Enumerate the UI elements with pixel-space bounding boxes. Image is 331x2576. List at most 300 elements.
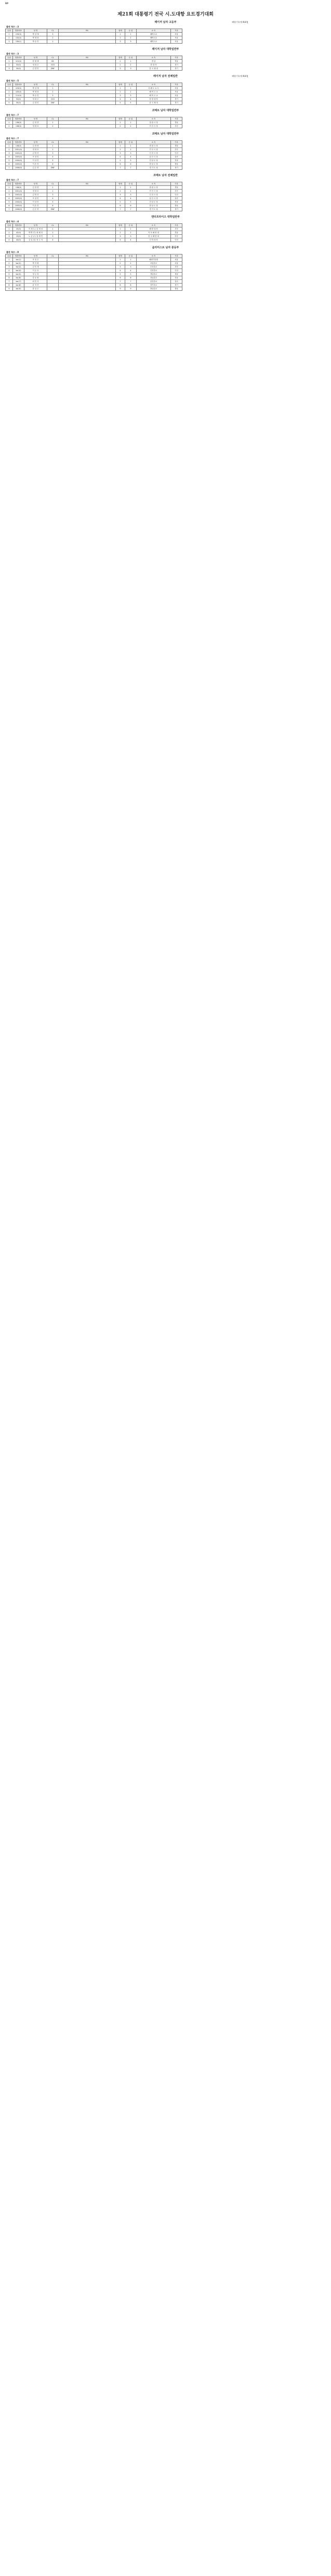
col-name-header: 성 명 xyxy=(24,224,47,227)
final-rank-cell: 2 xyxy=(125,63,137,67)
race-scores-cell xyxy=(59,90,116,94)
header-row xyxy=(6,141,182,144)
final-rank-cell: 7 xyxy=(125,280,137,284)
region-cell: 경기 xyxy=(171,101,182,105)
sail-number-cell: 101(0) xyxy=(13,60,24,63)
team-cell: 창 원 시 청 xyxy=(137,121,171,125)
sailor-name-cell: 정 대 호 xyxy=(24,148,47,152)
col-class-header: CL xyxy=(47,29,59,33)
sailor-name-cell: 김 정 현 xyxy=(24,121,47,125)
region-cell: 인천 xyxy=(171,269,182,273)
col-sail-header: 범장번호 xyxy=(13,224,24,227)
table-row xyxy=(6,227,182,231)
rank-cell: 5 xyxy=(6,159,13,163)
table-row xyxy=(6,273,182,276)
col-class-header: CL xyxy=(47,83,59,87)
region-cell: 경기 xyxy=(171,63,182,67)
sailor-name-cell: 이 상 민 xyxy=(24,159,47,163)
table-row xyxy=(6,101,182,105)
race-scores-cell xyxy=(59,144,116,148)
race-scores-cell xyxy=(59,186,116,190)
table-row xyxy=(6,231,182,235)
results-table xyxy=(5,140,182,170)
col-sail-header: 범장번호 xyxy=(13,254,24,258)
col-region-header: 기록 xyxy=(171,182,182,186)
score-cell xyxy=(47,265,59,269)
final-rank-cell: 3 xyxy=(125,94,137,98)
race-scores-cell xyxy=(59,190,116,193)
sail-number-cell: 42(0) xyxy=(13,231,24,235)
race-scores-cell xyxy=(59,238,116,242)
sail-number-cell: kor(8) xyxy=(13,284,24,287)
col-race-header: RS xyxy=(59,29,116,33)
entry-count: 출전 척수 : 7 xyxy=(6,179,19,181)
col-team-header: 소 속 xyxy=(137,182,171,186)
score-cell: 2 xyxy=(47,36,59,40)
sailor-name-cell: 김 경 민 xyxy=(24,67,47,71)
sailor-name-cell: 정 우 성 xyxy=(24,273,47,276)
header-row xyxy=(6,254,182,258)
team-cell: 울 산 시 청 xyxy=(137,197,171,200)
table-row xyxy=(6,36,182,40)
region-cell: 울산 xyxy=(171,280,182,284)
race-scores-cell xyxy=(59,208,116,211)
col-total-header: 합계 xyxy=(116,83,125,87)
col-region-header: 기록 xyxy=(171,224,182,227)
final-rank-cell: 6 xyxy=(125,276,137,280)
rank-cell: 3 xyxy=(6,235,13,238)
score-cell: 4 xyxy=(47,155,59,159)
region-cell: 경기 xyxy=(171,208,182,211)
total-cell: 3 xyxy=(116,235,125,238)
rank-cell: 7 xyxy=(6,166,13,170)
col-rank-header: 순위 xyxy=(6,224,13,227)
final-rank-cell: 2 xyxy=(125,190,137,193)
final-rank-cell: 1 xyxy=(125,60,137,63)
final-rank-cell: 7 xyxy=(125,208,137,211)
score-cell: 5 xyxy=(47,200,59,204)
score-cell: 2 xyxy=(47,90,59,94)
score-cell xyxy=(47,276,59,280)
team-cell: 충 남 도 청 xyxy=(137,163,171,166)
sail-number-cell: 50(0) xyxy=(13,101,24,105)
col-name-header: 성 명 xyxy=(24,117,47,121)
sail-number-cell: 130(1) xyxy=(13,40,24,44)
entry-count: 출전 척수 : 3 xyxy=(6,25,19,28)
sailor-name-cell: 정 대 호 xyxy=(24,125,47,128)
sailor-name-cell: 이 승 진 xyxy=(24,163,47,166)
sail-number-cell: 138(0) xyxy=(13,125,24,128)
score-cell: 1 xyxy=(47,87,59,90)
region-cell: 부산 xyxy=(171,148,182,152)
sailor-name-cell: 김 정 현 xyxy=(24,144,47,148)
record-reference: 해양기록계 IIUI/IJ xyxy=(232,21,248,23)
table-row xyxy=(6,200,182,204)
race-scores-cell xyxy=(59,265,116,269)
final-rank-cell: 1 xyxy=(125,87,137,90)
total-cell: 4 xyxy=(116,197,125,200)
rank-cell: 2 xyxy=(6,148,13,152)
region-cell: 인천 xyxy=(171,238,182,242)
score-cell xyxy=(47,273,59,276)
sail-number-cell: kor(5) xyxy=(13,273,24,276)
result-section xyxy=(5,47,326,71)
entry-count: 출전 척수 : 7 xyxy=(6,114,19,116)
table-row xyxy=(6,87,182,90)
team-cell: 부산중교 xyxy=(137,265,171,269)
final-rank-cell: 1 xyxy=(125,33,137,36)
rank-cell: 5 xyxy=(6,101,13,105)
score-cell: DNF xyxy=(47,101,59,105)
score-cell xyxy=(47,258,59,262)
sailor-name-cell: 박 승 민 xyxy=(24,94,47,98)
total-cell: 7 xyxy=(116,166,125,170)
total-cell: 1 xyxy=(116,186,125,190)
region-cell: 인천 xyxy=(171,193,182,197)
race-scores-cell xyxy=(59,155,116,159)
sail-number-cell: 23(0) xyxy=(13,235,24,238)
team-cell: 해역고교 xyxy=(137,33,171,36)
total-cell: 1 xyxy=(116,121,125,125)
sailor-name-cell: 박 병 진 / 최 혜 진 xyxy=(24,231,47,235)
final-rank-cell: 2 xyxy=(125,125,137,128)
rank-cell: 3 xyxy=(6,265,13,269)
rank-cell: 2 xyxy=(6,63,13,67)
team-cell: 전 남 도 청 xyxy=(137,200,171,204)
race-scores-cell xyxy=(59,40,116,44)
region-cell: 전남 xyxy=(171,231,182,235)
col-sail-header: 범장번호 xyxy=(13,141,24,144)
rank-cell: 3 xyxy=(6,67,13,71)
sailor-name-cell: 이 재 우 / 김 재 성 xyxy=(24,227,47,231)
score-cell: DNF xyxy=(47,208,59,211)
score-cell: DNF xyxy=(47,166,59,170)
result-section xyxy=(5,214,326,242)
col-net-header: 순 위 xyxy=(125,29,137,33)
total-cell: 1 xyxy=(116,258,125,262)
total-cell: 7 xyxy=(116,208,125,211)
team-cell: 부 산 시 청 xyxy=(137,148,171,152)
entry-count: 출전 척수 : 7 xyxy=(6,137,19,140)
total-cell: 3 xyxy=(116,67,125,71)
team-cell: 경 기 도 청 xyxy=(137,208,171,211)
results-table xyxy=(5,29,182,44)
total-cell: 5 xyxy=(116,200,125,204)
sail-number-cell: 111(0) xyxy=(13,94,24,98)
region-cell: 전남 xyxy=(171,159,182,163)
rank-cell: 4 xyxy=(6,98,13,101)
team-cell: 창 원 시 청 xyxy=(137,144,171,148)
region-cell: 전남 xyxy=(171,276,182,280)
col-net-header: 순 위 xyxy=(125,141,137,144)
race-scores-cell xyxy=(59,87,116,90)
entry-count: 출전 척수 : 4 xyxy=(6,220,19,223)
table-row xyxy=(6,159,182,163)
rank-cell: 4 xyxy=(6,269,13,273)
total-cell: 3 xyxy=(116,193,125,197)
final-rank-cell: 4 xyxy=(125,197,137,200)
col-team-header: 소 속 xyxy=(137,56,171,60)
results-table xyxy=(5,182,182,211)
rank-cell: 2 xyxy=(6,125,13,128)
sailor-name-cell: 조 성 민 xyxy=(24,197,47,200)
final-rank-cell: 5 xyxy=(125,200,137,204)
total-cell: 1 xyxy=(116,227,125,231)
sailor-name-cell: 조 성 민 xyxy=(24,155,47,159)
rank-cell: 1 xyxy=(6,87,13,90)
race-scores-cell xyxy=(59,33,116,36)
sailor-name-cell: 정 대 우 xyxy=(24,63,47,67)
header-row xyxy=(6,224,182,227)
sail-number-cell: kor(3) xyxy=(13,265,24,269)
team-cell: 한 국 해 양 대 xyxy=(137,235,171,238)
region-cell: 서울 xyxy=(171,36,182,40)
score-cell: 4 xyxy=(47,197,59,200)
region-cell: 경기 xyxy=(171,284,182,287)
race-scores-cell xyxy=(59,276,116,280)
col-name-header: 성 명 xyxy=(24,141,47,144)
table-row xyxy=(6,280,182,284)
col-class-header: CL xyxy=(47,182,59,186)
team-cell: 인 하 대 학 xyxy=(137,238,171,242)
table-row xyxy=(6,193,182,197)
sailor-name-cell: 박 재 현 xyxy=(24,90,47,94)
sail-number-cell: 1004(0) xyxy=(13,200,24,204)
score-cell xyxy=(47,269,59,273)
rank-cell: 3 xyxy=(6,152,13,155)
final-rank-cell: 9 xyxy=(125,287,137,291)
total-cell: 4 xyxy=(116,269,125,273)
total-cell: 6 xyxy=(116,204,125,208)
race-scores-cell xyxy=(59,262,116,265)
team-cell: 해 역 고 교 xyxy=(137,90,171,94)
table-row xyxy=(6,90,182,94)
sail-number-cell: 53(0) xyxy=(13,98,24,101)
rank-cell: 1 xyxy=(6,121,13,125)
entry-count: 출전 척수 : 5 xyxy=(6,79,19,82)
rank-cell: 9 xyxy=(6,287,13,291)
race-scores-cell xyxy=(59,166,116,170)
sail-number-cell: 25(0) xyxy=(13,227,24,231)
rank-cell: 2 xyxy=(6,190,13,193)
sail-number-cell: kor(2) xyxy=(13,262,24,265)
col-class-header: CL xyxy=(47,224,59,227)
col-sail-header: 범장번호 xyxy=(13,83,24,87)
col-net-header: 순 위 xyxy=(125,182,137,186)
rank-cell: 4 xyxy=(6,155,13,159)
total-cell: 2 xyxy=(116,231,125,235)
total-cell: 1 xyxy=(116,33,125,36)
table-row xyxy=(6,186,182,190)
rank-cell: 1 xyxy=(6,33,13,36)
table-row xyxy=(6,33,182,36)
sailor-name-cell: 조 현 우 xyxy=(24,258,47,262)
col-name-header: 성 명 xyxy=(24,83,47,87)
table-row xyxy=(6,166,182,170)
col-net-header: 순 위 xyxy=(125,254,137,258)
sailor-name-cell: 한 상 우 xyxy=(24,287,47,291)
total-cell: 2 xyxy=(116,36,125,40)
col-name-header: 성 명 xyxy=(24,29,47,33)
sail-number-cell: 1002(0) xyxy=(13,193,24,197)
final-rank-cell: 1 xyxy=(125,121,137,125)
total-cell: 3 xyxy=(116,40,125,44)
section-title: 코메트 남자 대학일반부 xyxy=(152,109,179,112)
sail-number-cell: kor(6) xyxy=(13,276,24,280)
final-rank-cell: 5 xyxy=(125,273,137,276)
col-total-header: 합계 xyxy=(116,254,125,258)
race-scores-cell xyxy=(59,148,116,152)
result-section xyxy=(5,131,326,170)
col-race-header: RS xyxy=(59,141,116,144)
team-cell: 인 천 시 청 xyxy=(137,152,171,155)
sail-number-cell: 138(0) xyxy=(13,186,24,190)
col-team-header: 소 속 xyxy=(137,141,171,144)
score-cell: 1 xyxy=(47,227,59,231)
team-cell: 경기중교 xyxy=(137,284,171,287)
race-scores-cell xyxy=(59,125,116,128)
final-rank-cell: 4 xyxy=(125,269,137,273)
total-cell: 3 xyxy=(116,152,125,155)
region-cell: 충남 xyxy=(171,287,182,291)
final-rank-cell: 3 xyxy=(125,265,137,269)
rank-cell: 3 xyxy=(6,94,13,98)
section-title: 코메트 남자 전체일반 xyxy=(153,174,178,177)
col-total-header: 합계 xyxy=(116,182,125,186)
race-scores-cell xyxy=(59,121,116,125)
col-race-header: RS xyxy=(59,117,116,121)
region-cell: 서울 xyxy=(171,33,182,36)
race-scores-cell xyxy=(59,101,116,105)
final-rank-cell: 3 xyxy=(125,152,137,155)
sailor-name-cell: 김 영 진 xyxy=(24,193,47,197)
sail-number-cell: kor(4) xyxy=(13,269,24,273)
table-row xyxy=(6,190,182,193)
total-cell: 5 xyxy=(116,273,125,276)
col-net-header: 순 위 xyxy=(125,117,137,121)
race-scores-cell xyxy=(59,159,116,163)
sail-number-cell: 1001(0) xyxy=(13,190,24,193)
sailor-name-cell: 이 준 호 xyxy=(24,269,47,273)
score-cell: 2 xyxy=(47,148,59,152)
team-cell: 서울중교 xyxy=(137,262,171,265)
section-title: 레이저 남자 대학일반부 xyxy=(152,48,179,51)
result-section xyxy=(5,108,326,128)
col-sail-header: 범장번호 xyxy=(13,117,24,121)
score-cell: 6 xyxy=(47,163,59,166)
results-table xyxy=(5,117,182,128)
col-class-header: CL xyxy=(47,141,59,144)
col-race-header: RS xyxy=(59,182,116,186)
sail-number-cell: kor(7) xyxy=(13,280,24,284)
total-cell: 2 xyxy=(116,262,125,265)
final-rank-cell: 7 xyxy=(125,166,137,170)
region-cell: 부산 xyxy=(171,265,182,269)
total-cell: 1 xyxy=(116,60,125,63)
team-cell: 전남중교 xyxy=(137,276,171,280)
team-cell: 울산중교 xyxy=(137,280,171,284)
sail-number-cell: 1006(0) xyxy=(13,208,24,211)
table-row xyxy=(6,40,182,44)
final-rank-cell: 6 xyxy=(125,163,137,166)
final-rank-cell: 4 xyxy=(125,238,137,242)
rank-cell: 5 xyxy=(6,273,13,276)
table-row xyxy=(6,284,182,287)
final-rank-cell: 2 xyxy=(125,90,137,94)
region-cell: 부산 xyxy=(171,125,182,128)
col-race-header: RS xyxy=(59,83,116,87)
header-row xyxy=(6,83,182,87)
race-scores-cell xyxy=(59,193,116,197)
col-class-header: CL xyxy=(47,254,59,258)
sail-number-cell: kor(9) xyxy=(13,287,24,291)
total-cell: 6 xyxy=(116,276,125,280)
table-row xyxy=(6,208,182,211)
sail-number-cell: 133(3) xyxy=(13,33,24,36)
final-rank-cell: 3 xyxy=(125,235,137,238)
header-row xyxy=(6,56,182,60)
region-cell: 전남 xyxy=(171,200,182,204)
score-cell: 6 xyxy=(47,204,59,208)
region-cell: 경남 xyxy=(171,186,182,190)
final-rank-cell: 3 xyxy=(125,193,137,197)
result-section xyxy=(5,20,326,44)
table-row xyxy=(6,204,182,208)
col-net-header: 순 위 xyxy=(125,83,137,87)
rank-cell: 1 xyxy=(6,60,13,63)
col-total-header: 합계 xyxy=(116,224,125,227)
header-row xyxy=(6,29,182,33)
total-cell: 3 xyxy=(116,94,125,98)
region-cell: 부산 xyxy=(171,190,182,193)
score-cell: OCS xyxy=(47,98,59,101)
table-row xyxy=(6,262,182,265)
rank-cell: 6 xyxy=(6,276,13,280)
header-row xyxy=(6,182,182,186)
table-row xyxy=(6,163,182,166)
score-cell: 3 xyxy=(47,193,59,197)
rank-cell: 1 xyxy=(6,144,13,148)
region-cell: 서울 xyxy=(171,94,182,98)
total-cell: 1 xyxy=(116,87,125,90)
region-cell: 경기 xyxy=(171,166,182,170)
race-scores-cell xyxy=(59,284,116,287)
race-scores-cell xyxy=(59,67,116,71)
score-cell: OCS xyxy=(47,63,59,67)
region-cell: 서울 xyxy=(171,87,182,90)
team-cell: 인 천 시 청 xyxy=(137,193,171,197)
corner-mark: RP xyxy=(5,2,9,5)
final-rank-cell: 8 xyxy=(125,284,137,287)
score-cell: 1 xyxy=(47,186,59,190)
table-row xyxy=(6,155,182,159)
sailor-name-cell: 박 재 현 xyxy=(24,36,47,40)
region-cell: 경남 xyxy=(171,60,182,63)
region-cell: 서울 xyxy=(171,40,182,44)
race-scores-cell xyxy=(59,204,116,208)
record-reference: 해양기록계 IIUI/IJ xyxy=(232,75,248,77)
table-row xyxy=(6,265,182,269)
rank-cell: 6 xyxy=(6,204,13,208)
team-cell: 한 대 학 xyxy=(137,63,171,67)
col-team-header: 소 속 xyxy=(137,117,171,121)
total-cell: 2 xyxy=(116,190,125,193)
sailor-name-cell: 박 지 원 xyxy=(24,262,47,265)
final-rank-cell: 2 xyxy=(125,262,137,265)
score-cell: 4 xyxy=(47,238,59,242)
sail-number-cell: 1002(0) xyxy=(13,152,24,155)
sailor-name-cell: 한 원 택 xyxy=(24,60,47,63)
